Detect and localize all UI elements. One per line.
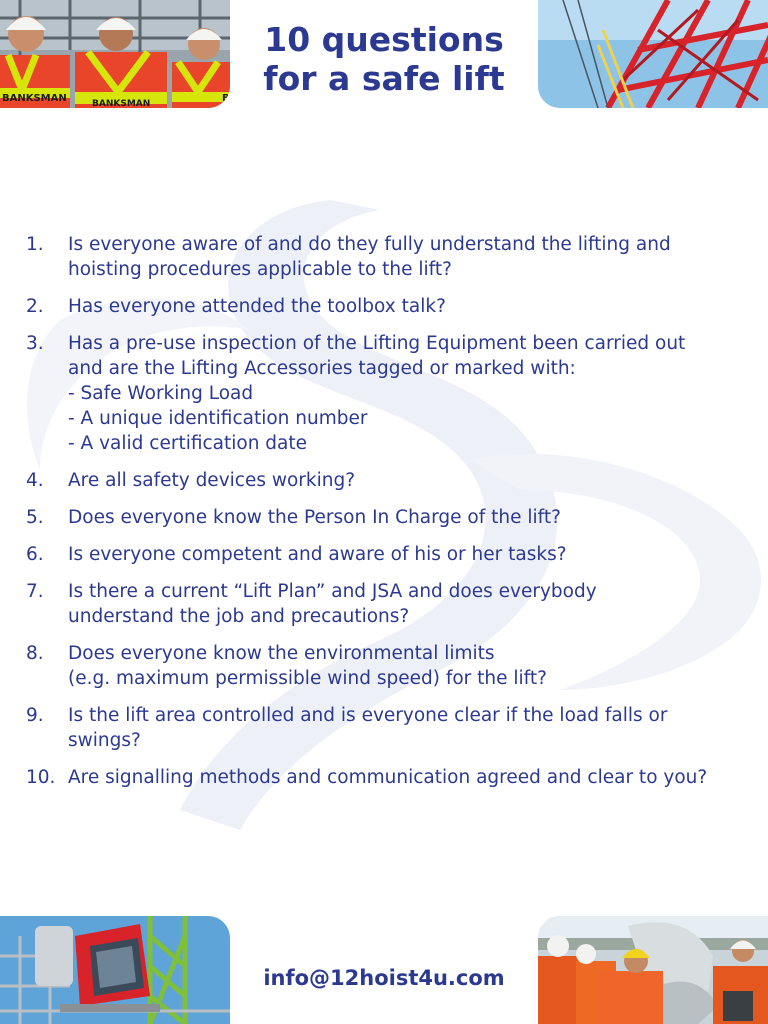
question-number: 9. [26, 705, 44, 726]
question-number: 3. [26, 333, 44, 354]
crane-lattice-photo [538, 0, 768, 108]
question-text [68, 294, 746, 319]
question-number: 2. [26, 296, 44, 317]
question-item [26, 641, 746, 691]
question-item [26, 294, 746, 319]
question-item [26, 232, 746, 282]
question-line: Are signalling methods and communication agreed and clear to you? [68, 767, 708, 788]
crane-cabin-photo [0, 916, 230, 1024]
question-line: - A valid certification date [68, 433, 308, 454]
question-line: Does everyone know the Person In Charge of the lift? [68, 507, 561, 528]
question-line: hoisting procedures applicable to the lift? [68, 259, 452, 280]
question-text [68, 505, 746, 530]
contact-email-link[interactable]: info@12hoist4u.com [263, 966, 505, 990]
question-item [26, 579, 746, 629]
question-line: understand the job and precautions? [68, 606, 410, 627]
question-item [26, 703, 746, 753]
page-title [230, 20, 538, 98]
question-text [68, 331, 746, 456]
question-text [68, 542, 746, 567]
question-text [68, 765, 746, 790]
question-number: 1. [26, 234, 44, 255]
question-line: Is everyone competent and aware of his or her tasks? [68, 544, 567, 565]
question-line: Does everyone know the environmental limits [68, 643, 495, 664]
question-line: Has a pre-use inspection of the Lifting Equipment been carried out [68, 333, 686, 354]
question-number: 6. [26, 544, 44, 565]
question-line: Is there a current “Lift Plan” and JSA and does everybody [68, 581, 597, 602]
vest-text-2: BANKSMAN [92, 99, 151, 108]
question-item [26, 765, 746, 790]
title-line-1: 10 questions [264, 20, 504, 59]
question-line: Are all safety devices working? [68, 470, 356, 491]
question-line: - Safe Working Load [68, 383, 254, 404]
question-item [26, 542, 746, 567]
question-item [26, 331, 746, 456]
question-number: 10. [26, 767, 56, 788]
vest-text-3: B [222, 93, 230, 104]
banksmen-photo [0, 0, 230, 108]
question-number: 7. [26, 581, 44, 602]
crew-workers-photo [538, 916, 768, 1024]
question-text [68, 232, 746, 282]
question-item [26, 505, 746, 530]
question-line: and are the Lifting Accessories tagged or marked with: [68, 358, 576, 379]
question-line: - A unique identification number [68, 408, 368, 429]
question-text [68, 468, 746, 493]
question-text [68, 641, 746, 691]
question-line: Is everyone aware of and do they fully understand the lifting and [68, 234, 671, 255]
question-text [68, 703, 746, 753]
question-line: (e.g. maximum permissible wind speed) for the lift? [68, 668, 547, 689]
question-line: Is the lift area controlled and is everyone clear if the load falls or [68, 705, 668, 726]
question-item [26, 468, 746, 493]
title-line-2: for a safe lift [263, 59, 505, 98]
question-number: 4. [26, 470, 44, 491]
safety-questions-list [26, 232, 746, 802]
vest-text-1: BANKSMAN [2, 93, 67, 104]
question-number: 5. [26, 507, 44, 528]
question-line: swings? [68, 730, 141, 751]
question-number: 8. [26, 643, 44, 664]
question-text [68, 579, 746, 629]
question-line: Has everyone attended the toolbox talk? [68, 296, 446, 317]
